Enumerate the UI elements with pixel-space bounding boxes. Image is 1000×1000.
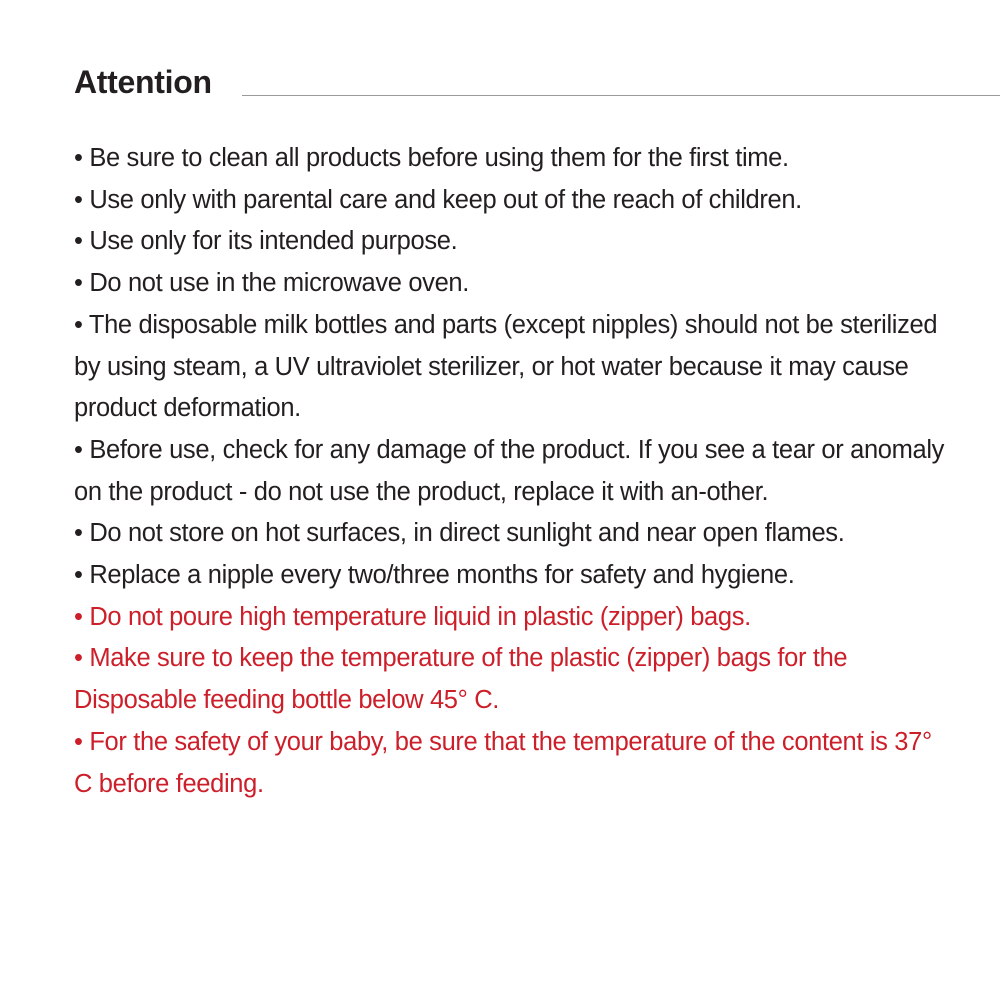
bullet-glyph: • xyxy=(74,727,83,756)
note-text: Be sure to clean all products before using them for the first time. xyxy=(89,144,789,172)
bullet-glyph: • xyxy=(74,435,83,464)
note-text: The disposable milk bottles and parts (except nipples) should not be sterilized by using steam, a UV ultraviolet sterilizer, or hot water because it may cause product deformation. xyxy=(74,310,938,423)
bullet-glyph: • xyxy=(74,185,83,214)
note-text: Do not store on hot surfaces, in direct sunlight and near open flames. xyxy=(89,519,845,548)
note-item xyxy=(74,180,954,222)
note-item xyxy=(74,221,954,263)
bullet-glyph: • xyxy=(74,227,83,256)
note-text: Use only with parental care and keep out of the reach of children. xyxy=(89,185,802,214)
note-item xyxy=(74,430,954,513)
heading-divider xyxy=(242,95,1000,96)
warning-note-item xyxy=(74,597,954,639)
bullet-glyph: • xyxy=(74,644,83,673)
bullet-glyph: • xyxy=(74,144,83,172)
note-item xyxy=(74,138,954,180)
note-text: Before use, check for any damage of the product. If you see a tear or anomaly on the product - do not use the product, replace it with an-other. xyxy=(74,435,945,506)
note-text: Use only for its intended purpose. xyxy=(89,227,458,256)
bullet-glyph: • xyxy=(74,269,83,298)
warning-note-item xyxy=(74,638,954,721)
attention-notes-list xyxy=(74,138,954,805)
bullet-glyph: • xyxy=(74,519,83,548)
bullet-glyph: • xyxy=(74,602,83,631)
attention-heading: Attention xyxy=(74,64,212,100)
bullet-glyph: • xyxy=(74,561,83,590)
note-text: Do not use in the microwave oven. xyxy=(89,269,469,298)
note-text: For the safety of your baby, be sure that the temperature of the content is 37° C before feeding. xyxy=(74,727,932,798)
note-text: Do not poure high temperature liquid in plastic (zipper) bags. xyxy=(89,602,751,631)
bullet-glyph: • xyxy=(74,310,83,339)
heading-row xyxy=(74,62,1000,102)
note-text: Replace a nipple every two/three months for safety and hygiene. xyxy=(89,561,795,590)
note-item xyxy=(74,263,954,305)
warning-note-item xyxy=(74,722,954,805)
note-text: Make sure to keep the temperature of the plastic (zipper) bags for the Disposable feeding bottle below 45° C. xyxy=(74,644,848,715)
note-item xyxy=(74,305,954,430)
note-item xyxy=(74,513,954,555)
note-item xyxy=(74,555,954,597)
